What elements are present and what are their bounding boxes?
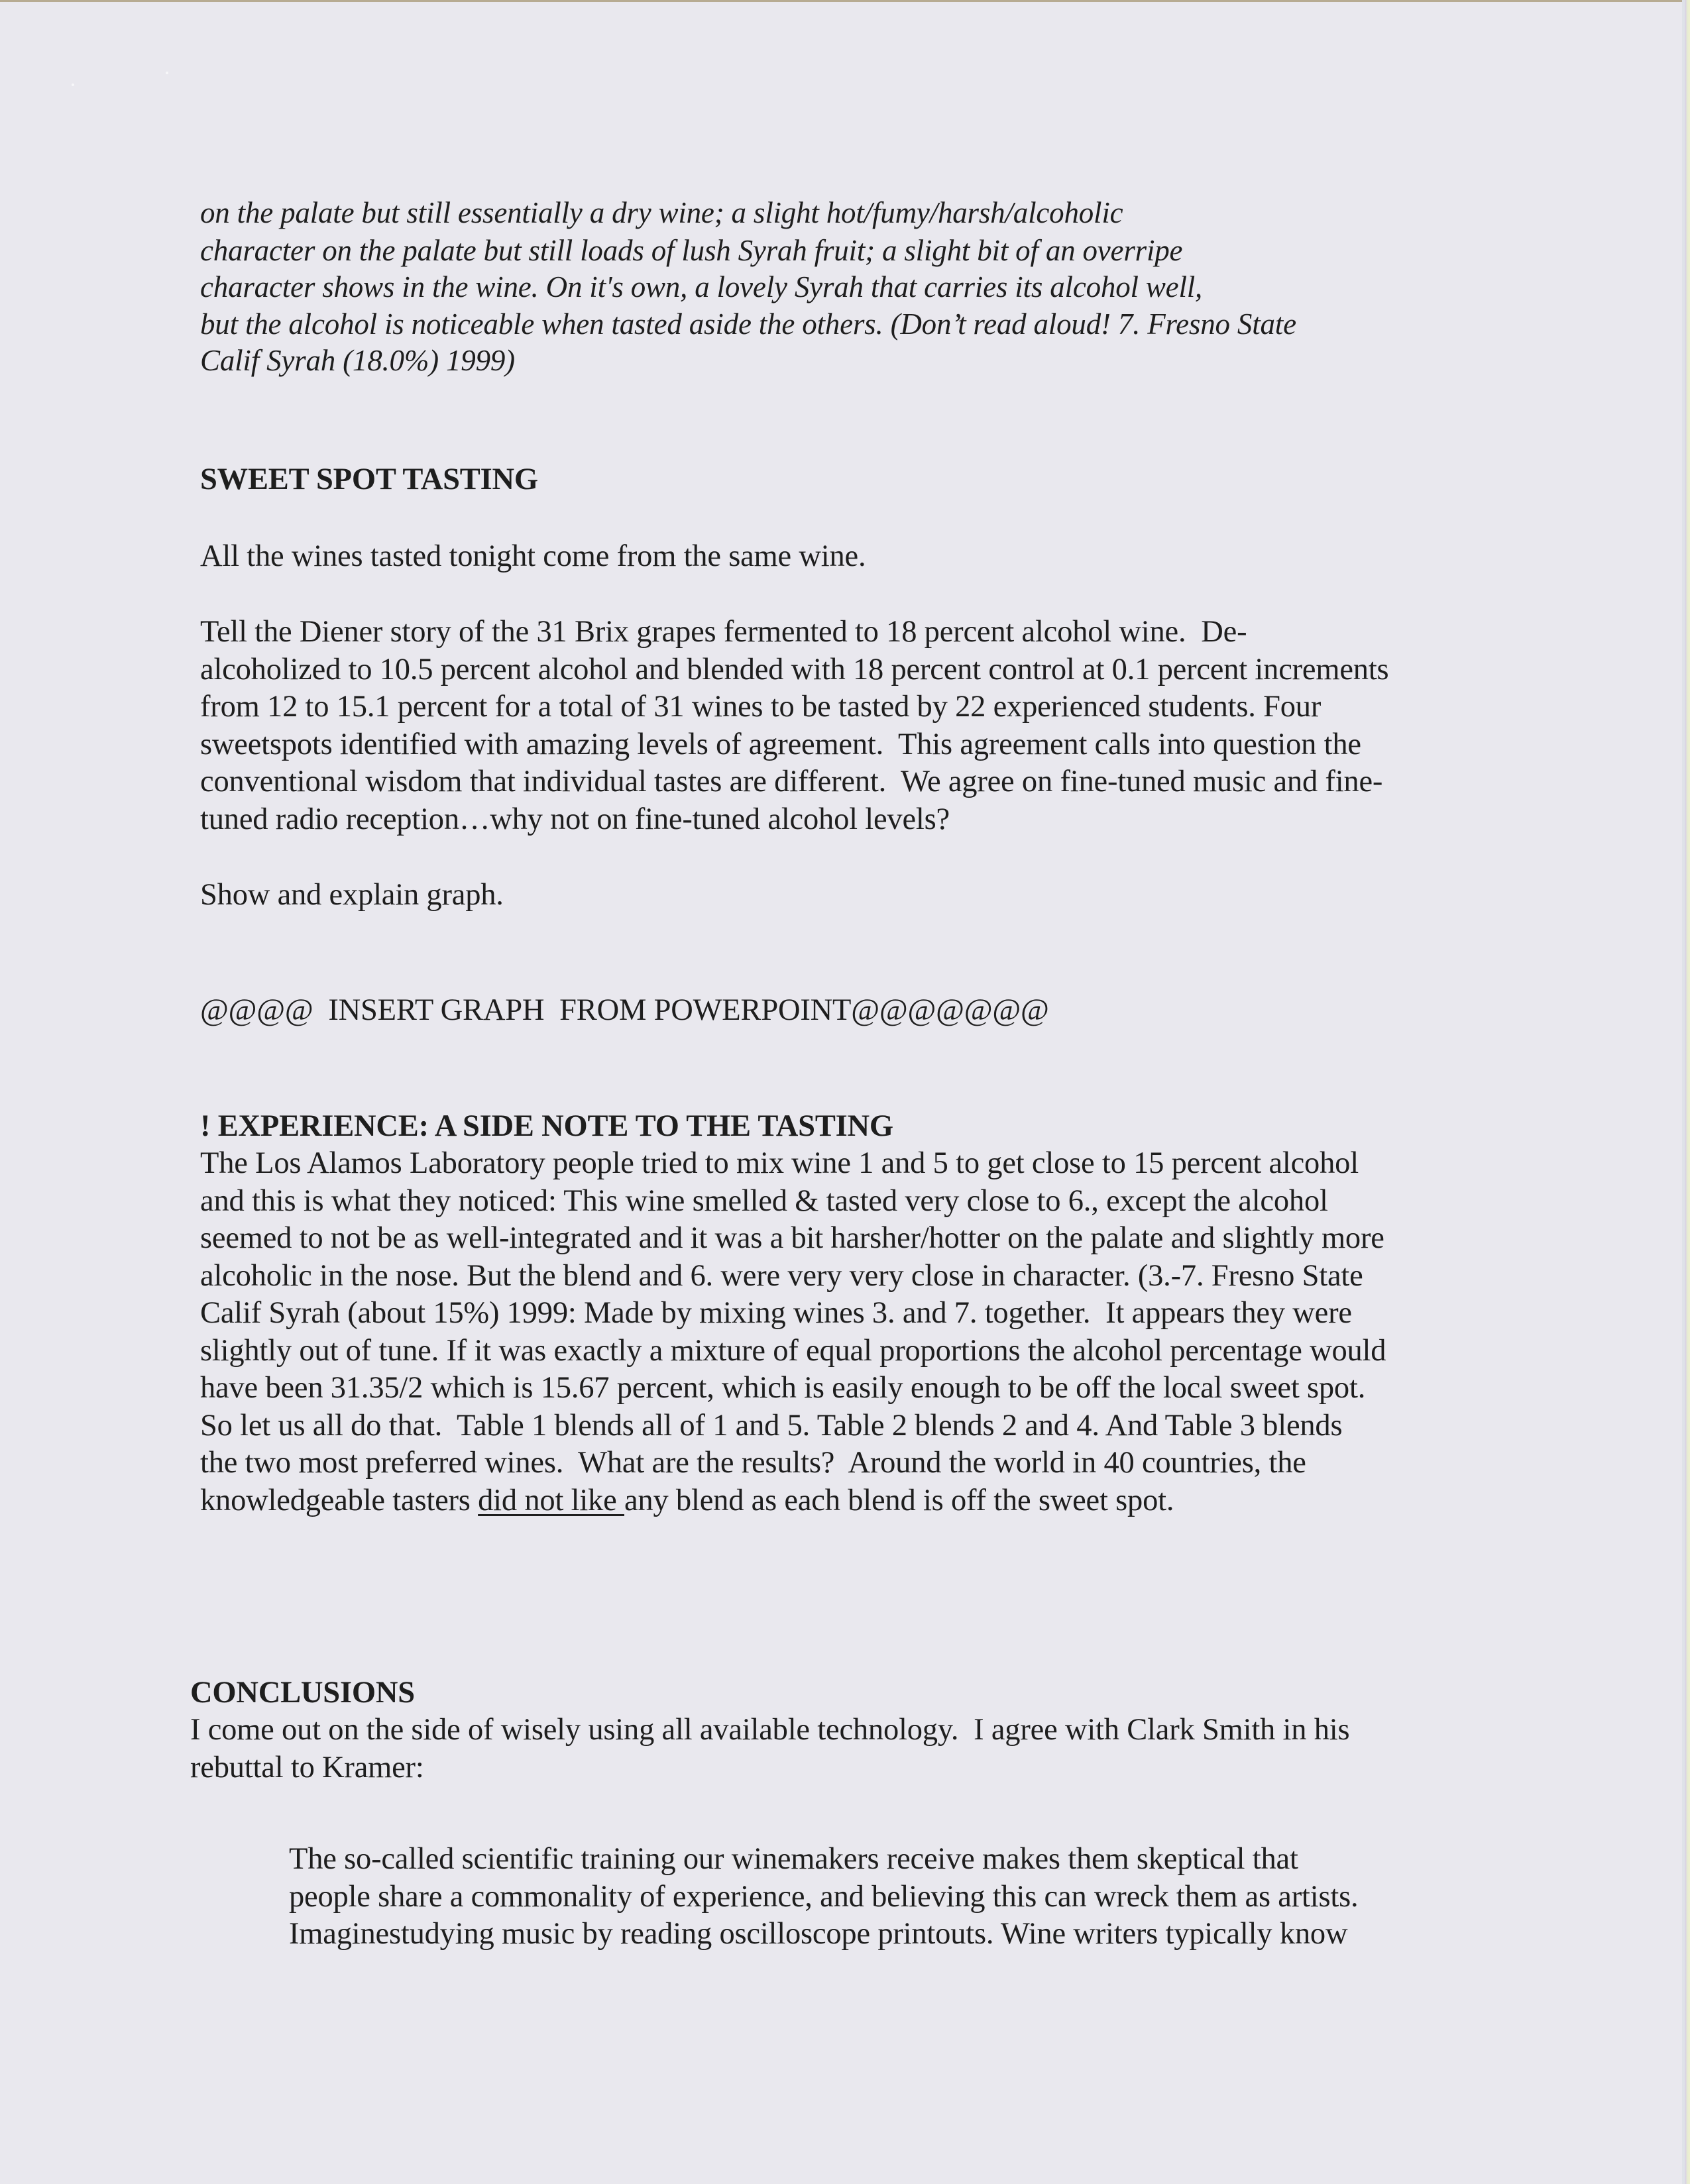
graph-placeholder: @@@@ INSERT GRAPH FROM POWERPOINT@@@@@@@ — [200, 993, 1049, 1027]
quote-line: Imaginestudying music by reading oscilloscope printouts. Wine writers typically know — [289, 1917, 1348, 1951]
paragraph-line: seemed to not be as well-integrated and it was a bit harsher/hotter on the palate and slightly more — [200, 1221, 1384, 1255]
paragraph: Show and explain graph. — [200, 878, 504, 912]
underlined-text: did not like — [478, 1484, 624, 1517]
paragraph-line: So let us all do that. Table 1 blends all of 1 and 5. Table 2 blends 2 and 4. And Table 3 blends — [200, 1409, 1343, 1443]
paragraph-line: alcoholized to 10.5 percent alcohol and blended with 18 percent control at 0.1 percent increments — [200, 653, 1389, 686]
scan-speck — [166, 72, 168, 74]
quote-line: The so-called scientific training our winemakers receive makes them skeptical that — [289, 1842, 1298, 1876]
section-heading-sweet-spot: SWEET SPOT TASTING — [200, 463, 538, 496]
paragraph-line: and this is what they noticed: This wine smelled & tasted very close to 6., except the alcohol — [200, 1184, 1328, 1218]
paragraph-line: Calif Syrah (about 15%) 1999: Made by mixing wines 3. and 7. together. It appears they were — [200, 1296, 1352, 1330]
quote-line: people share a commonality of experience, and believing this can wreck them as artists. — [289, 1880, 1359, 1914]
intro-line: character shows in the wine. On it's own, a lovely Syrah that carries its alcohol well, — [200, 270, 1203, 303]
intro-line: character on the palate but still loads of lush Syrah fruit; a slight bit of an overripe — [200, 234, 1183, 267]
scan-edge-right — [1682, 0, 1690, 2184]
section-heading-conclusions: CONCLUSIONS — [190, 1676, 415, 1710]
text-run: any blend as each blend is off the sweet spot. — [624, 1484, 1174, 1517]
paragraph-line: The Los Alamos Laboratory people tried to mix wine 1 and 5 to get close to 15 percent alcohol — [200, 1146, 1359, 1180]
paragraph-line: slightly out of tune. If it was exactly a mixture of equal proportions the alcohol percentage would — [200, 1334, 1386, 1368]
intro-line: but the alcohol is noticeable when tasted aside the others. (Don’t read aloud! 7. Fresno State — [200, 307, 1296, 341]
intro-line: on the palate but still essentially a dry wine; a slight hot/fumy/harsh/alcoholic — [200, 196, 1123, 229]
paragraph-line: rebuttal to Kramer: — [190, 1751, 424, 1784]
scan-edge-top — [0, 0, 1690, 2]
intro-line: Calif Syrah (18.0%) 1999) — [200, 344, 515, 377]
paragraph-line: alcoholic in the nose. But the blend and 6. were very very close in character. (3.-7. Fresno State — [200, 1259, 1363, 1293]
paragraph-line: conventional wisdom that individual tastes are different. We agree on fine-tuned music and fine- — [200, 765, 1383, 798]
paragraph-line: I come out on the side of wisely using all available technology. I agree with Clark Smith in his — [190, 1713, 1350, 1747]
section-heading-experience: ! EXPERIENCE: A SIDE NOTE TO THE TASTING — [200, 1109, 893, 1143]
text-run: knowledgeable tasters — [200, 1484, 479, 1517]
paragraph-line: have been 31.35/2 which is 15.67 percent, which is easily enough to be off the local sweet spot. — [200, 1371, 1366, 1405]
paragraph-line: sweetspots identified with amazing levels of agreement. This agreement calls into question the — [200, 728, 1361, 761]
paragraph-line — [200, 1482, 1174, 1519]
paragraph-line: the two most preferred wines. What are the results? Around the world in 40 countries, the — [200, 1446, 1306, 1480]
paragraph-line: Tell the Diener story of the 31 Brix grapes fermented to 18 percent alcohol wine. De- — [200, 615, 1247, 649]
paragraph-line: tuned radio reception…why not on fine-tuned alcohol levels? — [200, 802, 950, 836]
paragraph-line: from 12 to 15.1 percent for a total of 31 wines to be tasted by 22 experienced students. Four — [200, 690, 1322, 724]
scan-speck — [72, 83, 74, 86]
paragraph: All the wines tasted tonight come from the same wine. — [200, 539, 866, 573]
